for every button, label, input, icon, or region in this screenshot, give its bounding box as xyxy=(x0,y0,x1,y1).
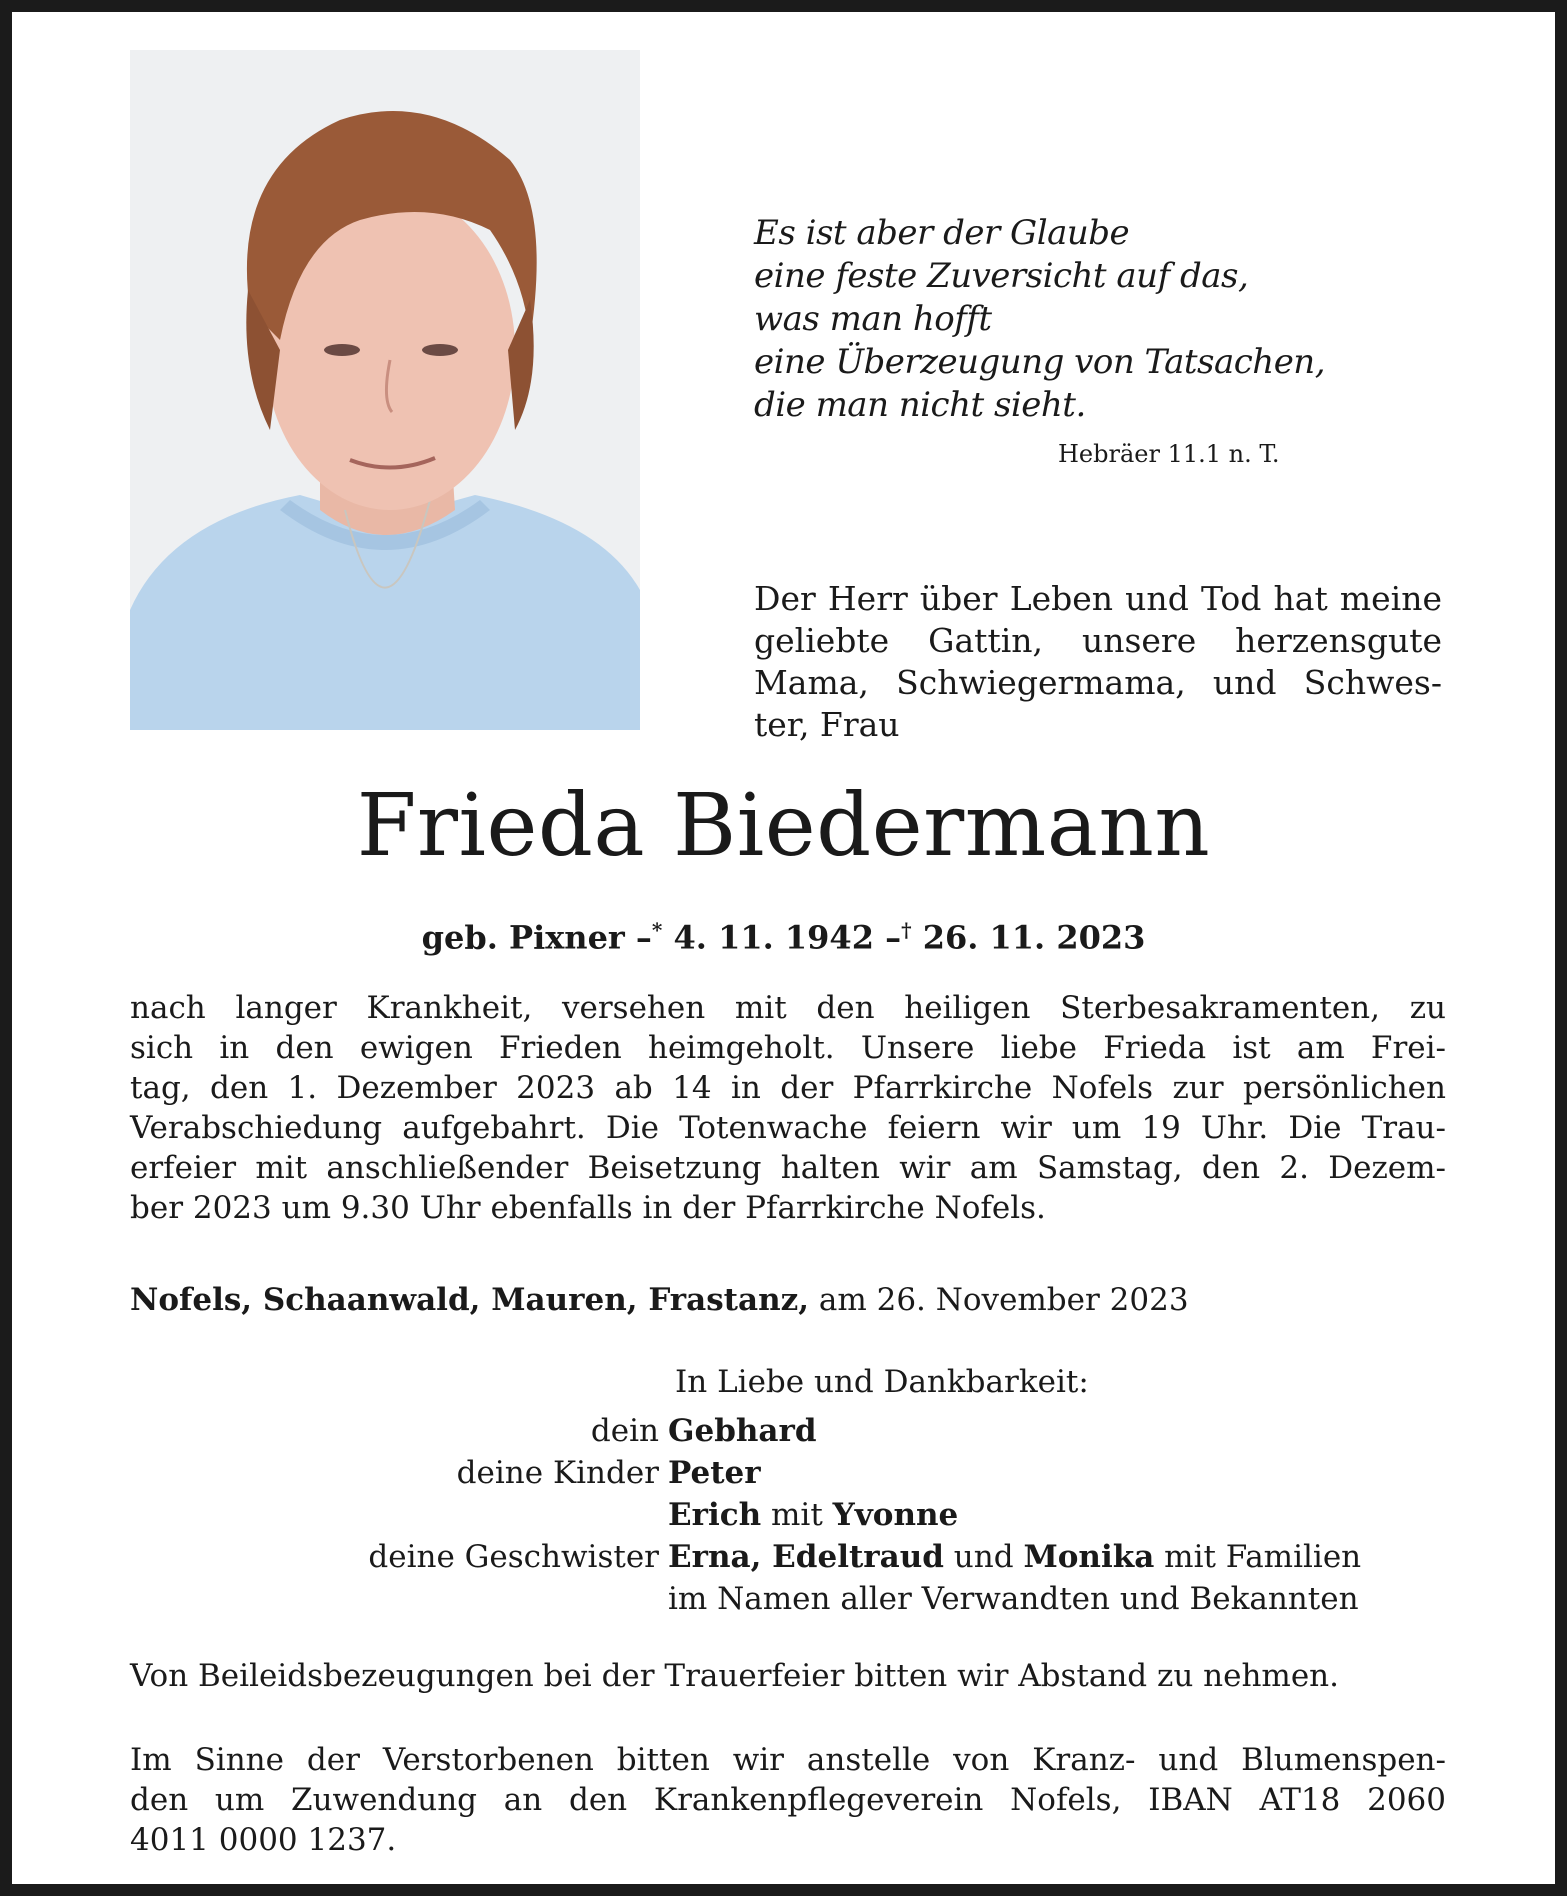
mourner-name: Yvonne xyxy=(832,1497,959,1533)
bible-quote xyxy=(754,212,1325,427)
life-dates xyxy=(12,918,1555,957)
paragraph-line: ber 2023 um 9.30 Uhr ebenfalls in der Pfarrkirche Nofels. xyxy=(130,1190,1046,1226)
paragraph-line: tag, den 1. Dezember 2023 ab 14 in der Pfarrkirche Nofels zur persönlichen xyxy=(130,1070,1446,1106)
quote-line: eine feste Zuversicht auf das, xyxy=(754,256,1249,296)
mourner-row xyxy=(130,1536,1446,1578)
notice-line: 4011 0000 1237. xyxy=(130,1822,397,1858)
announcement-paragraph xyxy=(130,988,1446,1228)
born-date: 4. 11. 1942 xyxy=(673,918,874,957)
paragraph-line: erfeier mit anschließender Beisetzung halten wir am Samstag, den 2. Dezem- xyxy=(130,1150,1446,1186)
portrait-illustration xyxy=(130,50,640,730)
paragraph-line: nach langer Krankheit, versehen mit den heiligen Sterbesakramenten, zu xyxy=(130,990,1446,1026)
quote-source: Hebräer 11.1 n. T. xyxy=(1058,440,1280,468)
quote-line: was man hofft xyxy=(754,299,992,339)
places: Nofels, Schaanwald, Mauren, Frastanz, xyxy=(130,1282,810,1318)
paragraph-line: Verabschiedung aufgebahrt. Die Totenwache feiern wir um 19 Uhr. Die Trau- xyxy=(130,1110,1446,1146)
notice-line: Im Sinne der Verstorbenen bitten wir anstelle von Kranz- und Blumenspen- xyxy=(130,1742,1446,1778)
connector-text: und xyxy=(953,1539,1014,1575)
mourner-row xyxy=(130,1578,1446,1620)
mourner-name: Erna, Edeltraud xyxy=(668,1539,944,1575)
mourner-row xyxy=(130,1452,1446,1494)
connector-text: mit xyxy=(771,1497,823,1533)
intro-line: Der Herr über Leben und Tod hat meine xyxy=(754,579,1442,618)
quote-line: die man nicht sieht. xyxy=(754,385,1086,425)
mourner-name: Gebhard xyxy=(668,1413,817,1449)
place-date-line xyxy=(130,1282,1189,1318)
quote-line: eine Überzeugung von Tatsachen, xyxy=(754,342,1326,382)
mourner-name: Monika xyxy=(1023,1539,1155,1575)
deceased-name: Frieda Biedermann xyxy=(356,776,1211,876)
birth-name: geb. Pixner xyxy=(421,918,625,957)
intro-line: geliebte Gattin, unsere herzensgute xyxy=(754,621,1442,660)
born-symbol: * xyxy=(651,918,663,942)
mourners-heading: In Liebe und Dankbarkeit: xyxy=(675,1364,1089,1400)
intro-paragraph xyxy=(754,578,1442,746)
relation-label: dein xyxy=(590,1413,659,1449)
mourner-name: Peter xyxy=(668,1455,761,1491)
portrait-photo xyxy=(130,50,640,730)
quote-line: Es ist aber der Glaube xyxy=(754,213,1130,253)
died-date: 26. 11. 2023 xyxy=(922,918,1146,957)
announcement-date: am 26. November 2023 xyxy=(818,1282,1189,1318)
relation-label: deine Kinder xyxy=(456,1455,659,1491)
donation-notice xyxy=(130,1740,1446,1860)
intro-line: Mama, Schwiegermama, und Schwes- xyxy=(754,663,1442,702)
notice-line: den um Zuwendung an den Krankenpflegeverein Nofels, IBAN AT18 2060 xyxy=(130,1782,1446,1818)
condolence-notice: Von Beileidsbezeugungen bei der Trauerfeier bitten wir Abstand zu nehmen. xyxy=(130,1658,1339,1694)
dash: – xyxy=(885,918,902,957)
died-symbol: † xyxy=(901,918,912,942)
mourner-name: Erich xyxy=(668,1497,762,1533)
intro-line: ter, Frau xyxy=(754,705,900,744)
dash: – xyxy=(635,918,652,957)
connector-text: mit Familien xyxy=(1164,1539,1362,1575)
paragraph-line: sich in den ewigen Frieden heimgeholt. Unsere liebe Frieda ist am Frei- xyxy=(130,1030,1446,1066)
relation-label: deine Geschwister xyxy=(368,1539,659,1575)
mourners-list xyxy=(130,1410,1446,1620)
mourner-row xyxy=(130,1410,1446,1452)
mourner-row xyxy=(130,1494,1446,1536)
others-line: im Namen aller Verwandten und Bekannten xyxy=(668,1581,1359,1617)
